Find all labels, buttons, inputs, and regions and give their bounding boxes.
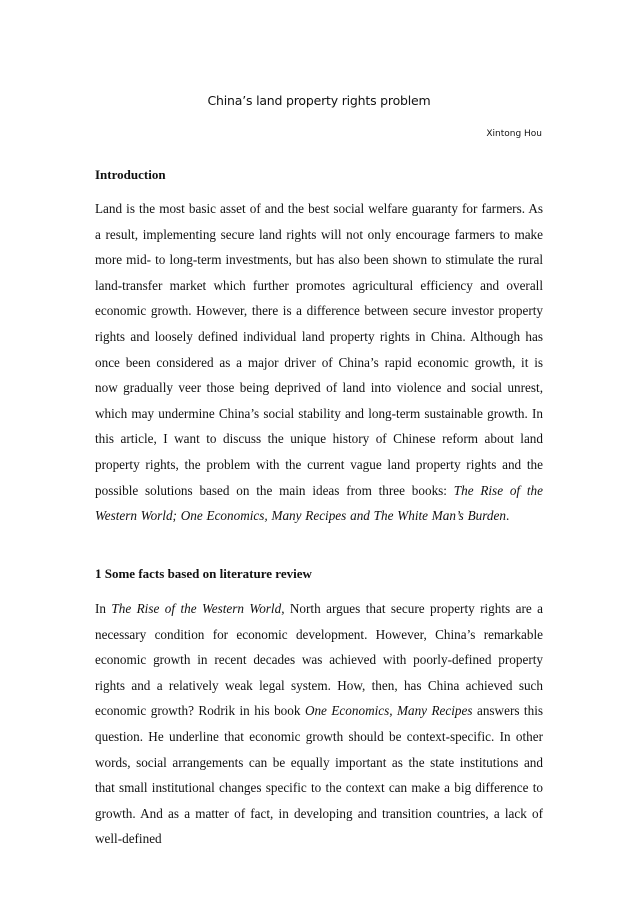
- section1-paragraph: [95, 596, 543, 852]
- book-title-rise-and-recipes: The Rise of the Western World; One Economics, Many Recipes: [95, 482, 544, 524]
- book-title-one-economics: One Economics, Many Recipes: [304, 703, 473, 719]
- section1-heading: 1 Some facts based on literature review: [95, 566, 312, 581]
- book-title-rise-western-world: The Rise of the Western World: [111, 601, 282, 616]
- introduction-paragraph: [95, 196, 543, 529]
- and-connector: and: [346, 508, 374, 524]
- book-title-white-mans-burden: The White Man’s Burden: [373, 508, 506, 524]
- introduction-text: Land is the most basic asset of and the best social welfare guaranty for farmers. As a result, implementing secure land rights will not only encourage farmers to make more mid- to long-term investments, but has also been shown to stimulate the rural land-transfer market which further promotes agricultural efficiency and overall economic growth. However, there is a difference between secure investor property rights and loosely defined individual land property rights in China. Although has once been considered as a major driver of China’s rapid economic growth, it is now gradually veer those being deprived of land into violence and social unrest, which may undermine China’s social stability and long-term sustainable growth. In this article, I want to discuss the unique history of Chinese reform about land property rights, the problem with the current vague land property rights and the possible solutions based on the main ideas from three books:: [95, 201, 543, 498]
- section1-text-start: In: [95, 601, 112, 616]
- section1-text-mid2: answers this question. He underline that economic growth should be context-specific. In other words, social arrangements can be equally important as the state institutions and that small institutional changes specific to the context can make a big difference to growth. And as a matter of fact, in developing and transition countries, a lack of well-defined: [95, 703, 543, 847]
- section1-text-mid1: , North argues that secure property rights are a necessary condition for economic development. However, China’s remarkable economic growth in recent decades was achieved with poorly-defined property rights and a relatively weak legal system. How, then, has China achieved such economic growth? Rodrik in his book: [95, 601, 543, 719]
- introduction-heading: Introduction: [95, 167, 166, 182]
- author-name: Xintong Hou: [486, 129, 542, 139]
- document-title: China’s land property rights problem: [207, 93, 431, 108]
- introduction-end: .: [505, 508, 510, 524]
